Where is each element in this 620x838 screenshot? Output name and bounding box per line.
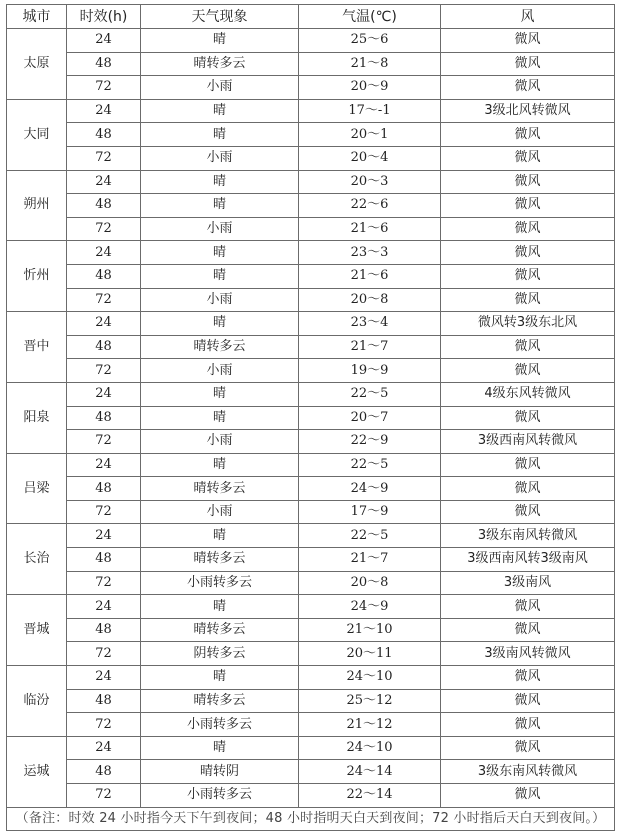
footnote: （备注：时效 24 小时指今天下午到夜间；48 小时指明天白天到夜间；72 小时指后天白天到夜间。） (7, 807, 615, 831)
weather-cell: 小雨转多云 (141, 571, 299, 595)
table-row (7, 736, 615, 760)
wind-cell: 微风 (441, 241, 615, 265)
hours-cell: 24 (67, 382, 141, 406)
table-row (7, 123, 615, 147)
temperature-cell: 24～14 (299, 760, 441, 784)
weather-cell: 晴转多云 (141, 548, 299, 572)
temperature-cell: 23～4 (299, 312, 441, 336)
hours-cell: 24 (67, 312, 141, 336)
hours-cell: 24 (67, 666, 141, 690)
table-row (7, 784, 615, 808)
wind-cell: 3级西南风转3级南风 (441, 548, 615, 572)
weather-cell: 晴转多云 (141, 689, 299, 713)
weather-cell: 小雨 (141, 217, 299, 241)
weather-cell: 晴转多云 (141, 335, 299, 359)
weather-cell: 晴 (141, 170, 299, 194)
weather-cell: 晴 (141, 524, 299, 548)
table-row (7, 194, 615, 218)
temperature-cell: 21～12 (299, 713, 441, 737)
temperature-cell: 20～3 (299, 170, 441, 194)
wind-cell: 3级东南风转微风 (441, 524, 615, 548)
table-row (7, 618, 615, 642)
hours-cell: 48 (67, 123, 141, 147)
temperature-cell: 20～8 (299, 288, 441, 312)
weather-cell: 小雨 (141, 359, 299, 383)
weather-cell: 小雨转多云 (141, 784, 299, 808)
hours-cell: 72 (67, 288, 141, 312)
temperature-cell: 21～8 (299, 52, 441, 76)
city-name: 吕梁 (7, 453, 67, 524)
temperature-cell: 21～7 (299, 548, 441, 572)
table-row (7, 595, 615, 619)
hours-cell: 24 (67, 241, 141, 265)
weather-cell: 晴 (141, 29, 299, 53)
temperature-cell: 20～9 (299, 76, 441, 100)
hours-cell: 72 (67, 571, 141, 595)
wind-cell: 微风 (441, 194, 615, 218)
weather-cell: 晴 (141, 453, 299, 477)
temperature-cell: 21～6 (299, 264, 441, 288)
hours-cell: 48 (67, 52, 141, 76)
wind-cell: 微风 (441, 689, 615, 713)
wind-cell: 3级西南风转微风 (441, 430, 615, 454)
hours-cell: 48 (67, 689, 141, 713)
table-row (7, 713, 615, 737)
city-name: 阳泉 (7, 382, 67, 453)
wind-cell: 3级北风转微风 (441, 99, 615, 123)
table-row (7, 76, 615, 100)
table-row (7, 642, 615, 666)
table-row (7, 335, 615, 359)
table-row (7, 288, 615, 312)
table-row (7, 760, 615, 784)
wind-cell: 微风 (441, 477, 615, 501)
wind-cell: 微风 (441, 123, 615, 147)
temperature-cell: 20～11 (299, 642, 441, 666)
wind-cell: 微风 (441, 784, 615, 808)
wind-cell: 3级东南风转微风 (441, 760, 615, 784)
city-name: 太原 (7, 29, 67, 100)
hours-cell: 24 (67, 29, 141, 53)
weather-cell: 晴 (141, 241, 299, 265)
temperature-cell: 25～6 (299, 29, 441, 53)
header-city: 城市 (7, 5, 67, 29)
temperature-cell: 22～6 (299, 194, 441, 218)
city-name: 忻州 (7, 241, 67, 312)
note-row (7, 807, 615, 831)
weather-cell: 晴转多云 (141, 52, 299, 76)
weather-cell: 小雨 (141, 288, 299, 312)
city-name: 朔州 (7, 170, 67, 241)
temperature-cell: 17～-1 (299, 99, 441, 123)
wind-cell: 微风 (441, 500, 615, 524)
weather-cell: 晴 (141, 123, 299, 147)
temperature-cell: 24～10 (299, 666, 441, 690)
wind-cell: 微风 (441, 618, 615, 642)
temperature-cell: 23～3 (299, 241, 441, 265)
hours-cell: 72 (67, 784, 141, 808)
header-hours: 时效(h) (67, 5, 141, 29)
temperature-cell: 19～9 (299, 359, 441, 383)
hours-cell: 48 (67, 335, 141, 359)
wind-cell: 微风 (441, 52, 615, 76)
weather-cell: 小雨 (141, 500, 299, 524)
table-row (7, 264, 615, 288)
table-row (7, 312, 615, 336)
table-row (7, 29, 615, 53)
hours-cell: 24 (67, 524, 141, 548)
table-row (7, 500, 615, 524)
header-row (7, 5, 615, 29)
hours-cell: 24 (67, 99, 141, 123)
wind-cell: 微风 (441, 146, 615, 170)
temperature-cell: 22～5 (299, 524, 441, 548)
hours-cell: 48 (67, 406, 141, 430)
city-name: 长治 (7, 524, 67, 595)
wind-cell: 微风 (441, 595, 615, 619)
temperature-cell: 20～1 (299, 123, 441, 147)
table-row (7, 146, 615, 170)
temperature-cell: 17～9 (299, 500, 441, 524)
temperature-cell: 24～10 (299, 736, 441, 760)
wind-cell: 微风 (441, 406, 615, 430)
weather-cell: 小雨转多云 (141, 713, 299, 737)
hours-cell: 72 (67, 217, 141, 241)
temperature-cell: 24～9 (299, 477, 441, 501)
hours-cell: 72 (67, 500, 141, 524)
table-row (7, 524, 615, 548)
hours-cell: 72 (67, 642, 141, 666)
wind-cell: 3级南风 (441, 571, 615, 595)
temperature-cell: 20～8 (299, 571, 441, 595)
temperature-cell: 21～7 (299, 335, 441, 359)
weather-cell: 晴 (141, 666, 299, 690)
hours-cell: 48 (67, 760, 141, 784)
header-temperature: 气温(℃) (299, 5, 441, 29)
weather-cell: 阴转多云 (141, 642, 299, 666)
weather-cell: 晴 (141, 382, 299, 406)
wind-cell: 微风 (441, 359, 615, 383)
weather-cell: 晴转多云 (141, 618, 299, 642)
weather-cell: 晴 (141, 312, 299, 336)
table-row (7, 548, 615, 572)
table-row (7, 477, 615, 501)
temperature-cell: 20～4 (299, 146, 441, 170)
hours-cell: 72 (67, 146, 141, 170)
forecast-table (6, 4, 615, 831)
wind-cell: 微风 (441, 76, 615, 100)
weather-cell: 晴转阴 (141, 760, 299, 784)
wind-cell: 微风 (441, 453, 615, 477)
city-name: 运城 (7, 736, 67, 807)
table-row (7, 241, 615, 265)
temperature-cell: 22～5 (299, 382, 441, 406)
table-row (7, 453, 615, 477)
forecast-body (7, 29, 615, 808)
city-name: 晋中 (7, 312, 67, 383)
table-row (7, 689, 615, 713)
weather-cell: 晴 (141, 406, 299, 430)
table-row (7, 52, 615, 76)
weather-cell: 小雨 (141, 430, 299, 454)
hours-cell: 48 (67, 548, 141, 572)
city-name: 临汾 (7, 666, 67, 737)
hours-cell: 48 (67, 477, 141, 501)
table-row (7, 170, 615, 194)
table-row (7, 406, 615, 430)
hours-cell: 72 (67, 76, 141, 100)
wind-cell: 微风 (441, 170, 615, 194)
table-row (7, 430, 615, 454)
hours-cell: 48 (67, 194, 141, 218)
table-row (7, 99, 615, 123)
header-weather: 天气现象 (141, 5, 299, 29)
table-row (7, 571, 615, 595)
header-wind: 风 (441, 5, 615, 29)
temperature-cell: 24～9 (299, 595, 441, 619)
wind-cell: 微风 (441, 217, 615, 241)
hours-cell: 24 (67, 453, 141, 477)
wind-cell: 微风转3级东北风 (441, 312, 615, 336)
wind-cell: 微风 (441, 29, 615, 53)
wind-cell: 微风 (441, 713, 615, 737)
temperature-cell: 22～5 (299, 453, 441, 477)
forecast-document (6, 4, 614, 831)
weather-cell: 晴 (141, 595, 299, 619)
weather-cell: 晴转多云 (141, 477, 299, 501)
weather-cell: 小雨 (141, 146, 299, 170)
wind-cell: 3级南风转微风 (441, 642, 615, 666)
temperature-cell: 22～9 (299, 430, 441, 454)
wind-cell: 微风 (441, 335, 615, 359)
temperature-cell: 20～7 (299, 406, 441, 430)
wind-cell: 4级东风转微风 (441, 382, 615, 406)
hours-cell: 48 (67, 264, 141, 288)
hours-cell: 24 (67, 736, 141, 760)
table-row (7, 382, 615, 406)
wind-cell: 微风 (441, 666, 615, 690)
city-name: 大同 (7, 99, 67, 170)
hours-cell: 48 (67, 618, 141, 642)
hours-cell: 72 (67, 430, 141, 454)
wind-cell: 微风 (441, 264, 615, 288)
hours-cell: 72 (67, 713, 141, 737)
hours-cell: 24 (67, 170, 141, 194)
wind-cell: 微风 (441, 288, 615, 312)
weather-cell: 晴 (141, 736, 299, 760)
weather-cell: 晴 (141, 99, 299, 123)
weather-cell: 晴 (141, 264, 299, 288)
temperature-cell: 22～14 (299, 784, 441, 808)
table-row (7, 359, 615, 383)
hours-cell: 72 (67, 359, 141, 383)
hours-cell: 24 (67, 595, 141, 619)
weather-cell: 小雨 (141, 76, 299, 100)
temperature-cell: 25～12 (299, 689, 441, 713)
temperature-cell: 21～10 (299, 618, 441, 642)
table-row (7, 666, 615, 690)
table-row (7, 217, 615, 241)
temperature-cell: 21～6 (299, 217, 441, 241)
city-name: 晋城 (7, 595, 67, 666)
weather-cell: 晴 (141, 194, 299, 218)
wind-cell: 微风 (441, 736, 615, 760)
